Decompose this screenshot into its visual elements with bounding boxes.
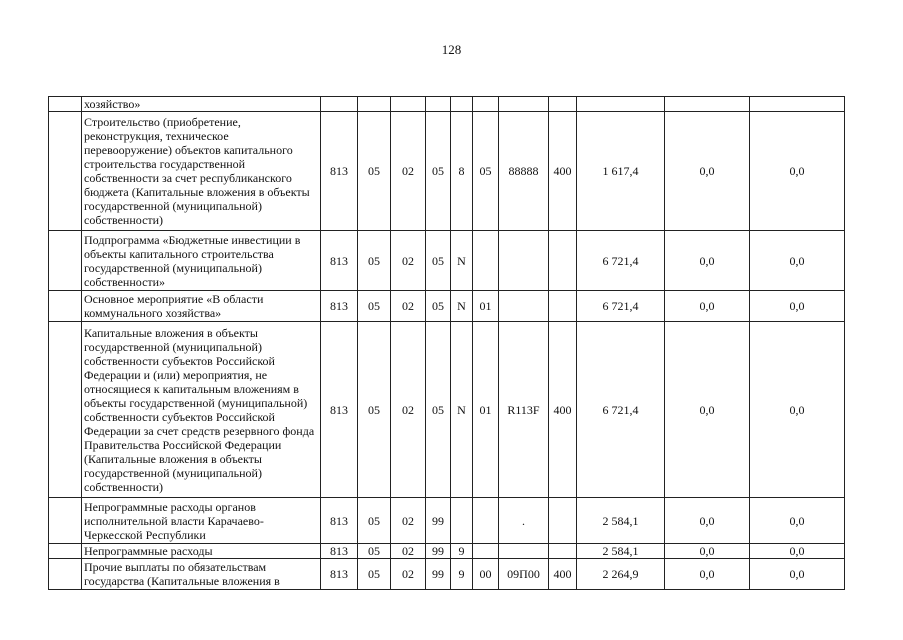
section-code-cell: 05 (358, 544, 391, 559)
direction-code-cell (499, 291, 549, 322)
expense-type-cell: 400 (549, 322, 577, 498)
table-row (49, 291, 845, 322)
page-number: 128 (441, 42, 462, 57)
subsection-code-cell: 02 (391, 112, 426, 231)
program-code-cell (426, 97, 451, 112)
section-code-cell: 05 (358, 498, 391, 544)
subsection-code-cell: 02 (391, 322, 426, 498)
subsection-code-cell (391, 97, 426, 112)
ministry-code-cell: 813 (321, 291, 358, 322)
program-code-cell: 05 (426, 322, 451, 498)
amount-2019-cell: 2 584,1 (577, 498, 665, 544)
program-code-cell: 05 (426, 291, 451, 322)
table-row (49, 544, 845, 559)
ministry-code-cell: 813 (321, 559, 358, 590)
row-number-cell (49, 97, 82, 112)
amount-2020-cell: 0,0 (665, 231, 750, 291)
direction-code-cell: 88888 (499, 112, 549, 231)
subsection-code-cell: 02 (391, 291, 426, 322)
row-number-cell (49, 544, 82, 559)
amount-2019-cell (577, 97, 665, 112)
event-code-cell: 05 (473, 112, 499, 231)
amount-2020-cell: 0,0 (665, 322, 750, 498)
section-code-cell (358, 97, 391, 112)
expense-type-cell (549, 97, 577, 112)
item-name-cell: Подпрограмма «Бюджетные инвестиции в объекты капитального строительства государственной (муниципальной) собственности» (82, 231, 321, 291)
expense-type-cell (549, 291, 577, 322)
subsection-code-cell: 02 (391, 231, 426, 291)
event-code-cell (473, 544, 499, 559)
section-code-cell: 05 (358, 322, 391, 498)
amount-2021-cell: 0,0 (750, 291, 845, 322)
section-code-cell: 05 (358, 231, 391, 291)
event-code-cell: 00 (473, 559, 499, 590)
amount-2021-cell: 0,0 (750, 559, 845, 590)
subprogram-code-cell (451, 97, 473, 112)
ministry-code-cell: 813 (321, 322, 358, 498)
row-number-cell (49, 291, 82, 322)
table-row (49, 97, 845, 112)
expense-type-cell (549, 231, 577, 291)
event-code-cell: 01 (473, 291, 499, 322)
subsection-code-cell: 02 (391, 544, 426, 559)
amount-2020-cell (665, 97, 750, 112)
amount-2021-cell: 0,0 (750, 231, 845, 291)
section-code-cell: 05 (358, 559, 391, 590)
program-code-cell: 05 (426, 231, 451, 291)
table-row (49, 231, 845, 291)
amount-2019-cell: 2 264,9 (577, 559, 665, 590)
item-name-cell: хозяйство» (82, 97, 321, 112)
subprogram-code-cell: N (451, 291, 473, 322)
amount-2019-cell: 6 721,4 (577, 291, 665, 322)
item-name-cell: Прочие выплаты по обязательствам государства (Капитальные вложения в (82, 559, 321, 590)
table-row (49, 559, 845, 590)
amount-2021-cell (750, 97, 845, 112)
amount-2020-cell: 0,0 (665, 291, 750, 322)
expense-type-cell: 400 (549, 559, 577, 590)
event-code-cell (473, 231, 499, 291)
row-number-cell (49, 559, 82, 590)
direction-code-cell (499, 231, 549, 291)
event-code-cell (473, 97, 499, 112)
ministry-code-cell: 813 (321, 544, 358, 559)
row-number-cell (49, 322, 82, 498)
subprogram-code-cell: N (451, 231, 473, 291)
expense-type-cell (549, 498, 577, 544)
amount-2021-cell: 0,0 (750, 112, 845, 231)
direction-code-cell: R113F (499, 322, 549, 498)
item-name-cell: Непрограммные расходы органов исполнительной власти Карачаево-Черкесской Республики (82, 498, 321, 544)
table-row (49, 498, 845, 544)
program-code-cell: 99 (426, 544, 451, 559)
subsection-code-cell: 02 (391, 559, 426, 590)
amount-2020-cell: 0,0 (665, 544, 750, 559)
direction-code-cell (499, 544, 549, 559)
subprogram-code-cell: 9 (451, 544, 473, 559)
item-name-cell: Непрограммные расходы (82, 544, 321, 559)
subprogram-code-cell: 9 (451, 559, 473, 590)
amount-2019-cell: 6 721,4 (577, 322, 665, 498)
item-name-cell: Капитальные вложения в объекты государственной (муниципальной) собственности субъектов Российской Федерации и (или) мероприятия, не относящиеся к капитальным вложениям в объекты государственной (муниципальной) собственности субъектов Российской Федерации за счет средств резервного фонда Правительства Российской Федерации (Капитальные вложения в объекты государственной (муниципальной) собственности) (82, 322, 321, 498)
ministry-code-cell: 813 (321, 498, 358, 544)
expense-type-cell (549, 544, 577, 559)
ministry-code-cell: 813 (321, 112, 358, 231)
event-code-cell: 01 (473, 322, 499, 498)
row-number-cell (49, 112, 82, 231)
amount-2020-cell: 0,0 (665, 559, 750, 590)
item-name-cell: Строительство (приобретение, реконструкция, техническое перевооружение) объектов капитального строительства государственной собственности за счет республиканского бюджета (Капитальные вложения в объекты государственной (муниципальной) собственности) (82, 112, 321, 231)
table-row (49, 322, 845, 498)
row-number-cell (49, 231, 82, 291)
amount-2021-cell: 0,0 (750, 544, 845, 559)
subprogram-code-cell: N (451, 322, 473, 498)
section-code-cell: 05 (358, 291, 391, 322)
section-code-cell: 05 (358, 112, 391, 231)
program-code-cell: 99 (426, 559, 451, 590)
amount-2019-cell: 1 617,4 (577, 112, 665, 231)
table-row (49, 112, 845, 231)
ministry-code-cell: 813 (321, 231, 358, 291)
amount-2020-cell: 0,0 (665, 498, 750, 544)
amount-2020-cell: 0,0 (665, 112, 750, 231)
subsection-code-cell: 02 (391, 498, 426, 544)
event-code-cell (473, 498, 499, 544)
amount-2019-cell: 6 721,4 (577, 231, 665, 291)
direction-code-cell: . (499, 498, 549, 544)
amount-2021-cell: 0,0 (750, 498, 845, 544)
item-name-cell: Основное мероприятие «В области коммунального хозяйства» (82, 291, 321, 322)
program-code-cell: 05 (426, 112, 451, 231)
program-code-cell: 99 (426, 498, 451, 544)
subprogram-code-cell (451, 498, 473, 544)
expense-type-cell: 400 (549, 112, 577, 231)
row-number-cell (49, 498, 82, 544)
direction-code-cell (499, 97, 549, 112)
ministry-code-cell (321, 97, 358, 112)
budget-table (48, 96, 845, 590)
subprogram-code-cell: 8 (451, 112, 473, 231)
direction-code-cell: 09П00 (499, 559, 549, 590)
table-body (49, 97, 845, 590)
amount-2021-cell: 0,0 (750, 322, 845, 498)
amount-2019-cell: 2 584,1 (577, 544, 665, 559)
